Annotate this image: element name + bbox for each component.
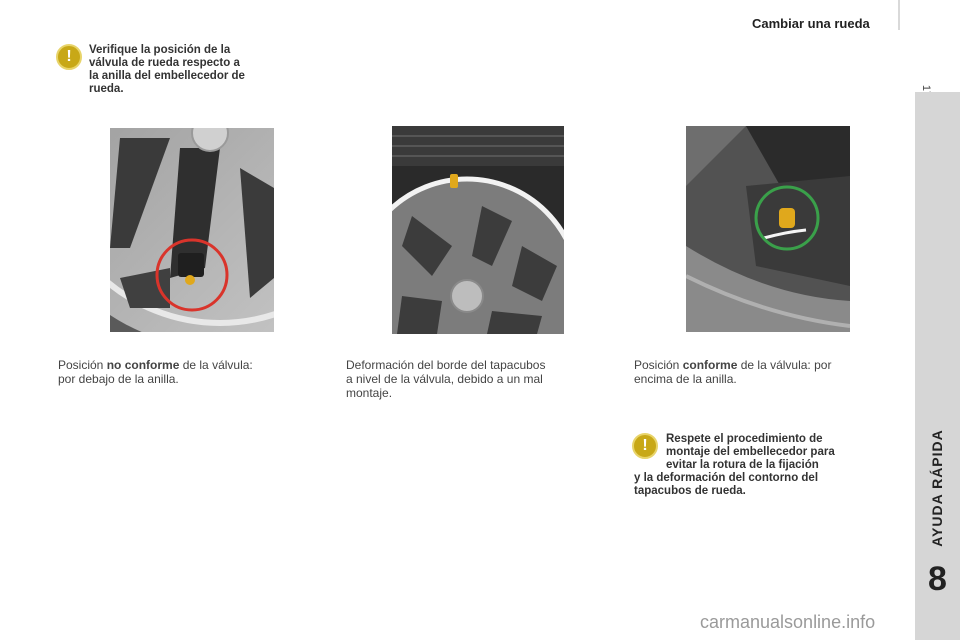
- caption-line: montaje.: [346, 386, 393, 400]
- photo-hubcap-deformation: [392, 126, 564, 334]
- caption-emphasis: conforme: [682, 358, 738, 372]
- caption-line: [58, 358, 318, 372]
- caption-prefix: Posición: [634, 358, 683, 372]
- photo-valve-below-ring: [110, 128, 274, 332]
- note-line: Verifique la posición de la: [89, 44, 231, 56]
- warning-icon: !: [632, 433, 658, 459]
- note-mounting-procedure-full: [634, 472, 904, 498]
- caption-emphasis: no conforme: [106, 358, 180, 372]
- caption-suffix: de la válvula: por: [737, 358, 832, 372]
- caption-line: [634, 358, 904, 372]
- caption-prefix: Posición: [58, 358, 107, 372]
- note-line: la anilla del embellecedor de: [89, 70, 245, 82]
- note-line: evitar la rotura de la fijación: [666, 459, 819, 471]
- note-line: y la deformación del contorno del: [634, 472, 819, 484]
- note-line: tapacubos de rueda.: [634, 485, 746, 497]
- note-line: rueda.: [89, 83, 124, 95]
- caption-hubcap-deformation: [346, 358, 616, 400]
- caption-line: encima de la anilla.: [634, 372, 737, 386]
- caption-line: por debajo de la anilla.: [58, 372, 179, 386]
- caption-correct-position: [634, 358, 904, 386]
- note-line: Respete el procedimiento de: [666, 433, 823, 445]
- chapter-section-text: AYUDA RÁPIDA: [929, 429, 945, 547]
- section-header-title: Cambiar una rueda: [752, 16, 870, 31]
- caption-line: Deformación del borde del tapacubos: [346, 358, 546, 372]
- note-line: válvula de rueda respecto a: [89, 57, 240, 69]
- chapter-number: 8: [928, 560, 947, 598]
- photo-valve-above-ring: [686, 126, 850, 332]
- header-divider: [898, 0, 900, 30]
- note-valve-position: [89, 44, 319, 96]
- caption-incorrect-position: [58, 358, 318, 386]
- warning-icon: !: [56, 44, 82, 70]
- chapter-section-label: [915, 418, 960, 558]
- note-line: montaje del embellecedor para: [666, 446, 835, 458]
- watermark: carmanualsonline.info: [700, 612, 876, 632]
- caption-suffix: de la válvula:: [179, 358, 253, 372]
- note-mounting-procedure-indented: [666, 433, 906, 472]
- caption-line: a nivel de la válvula, debido a un mal: [346, 372, 543, 386]
